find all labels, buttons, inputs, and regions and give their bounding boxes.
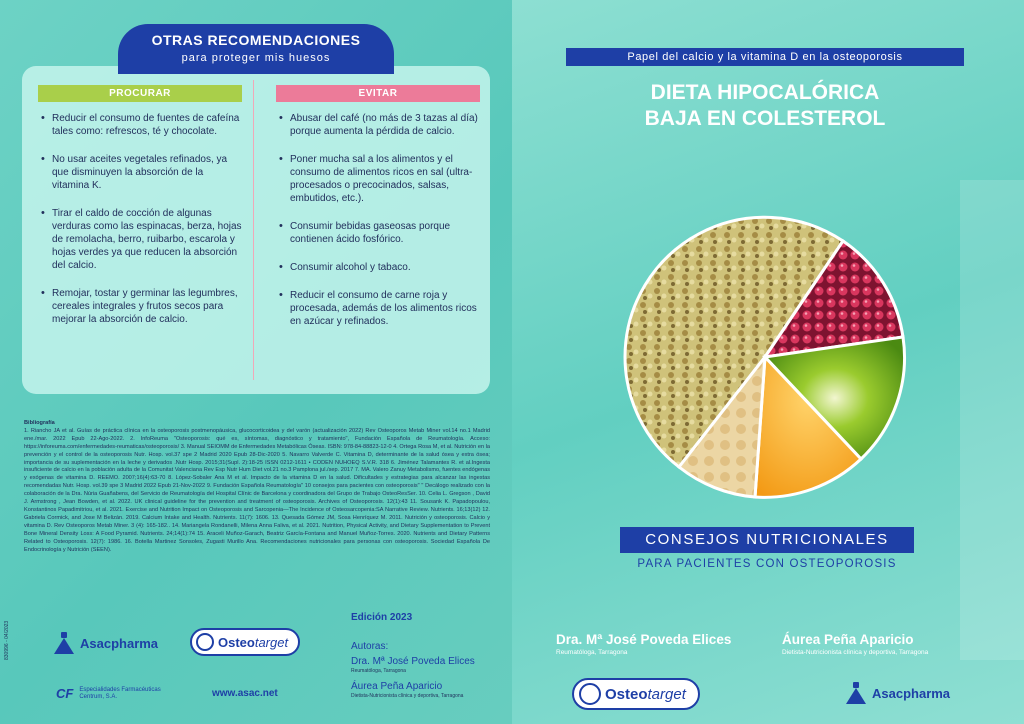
cover-author-1 <box>556 632 731 656</box>
asacpharma-icon <box>54 632 74 654</box>
list-item: • Reducir el consumo de fuentes de cafeína tales como: refrescos, té y chocolate. <box>38 112 242 138</box>
osteotarget-logo <box>190 628 300 656</box>
edition-label: Edición 2023 <box>351 612 413 623</box>
osteotarget-wordmark-a: Osteo <box>218 634 255 650</box>
asacpharma-logo <box>54 632 158 654</box>
centrum-logo <box>56 686 161 701</box>
bibliography-title: Bibliografía <box>24 420 55 426</box>
author-2 <box>351 681 463 699</box>
decorative-strip <box>960 180 1024 660</box>
centrum-icon: CF <box>56 686 74 701</box>
author-name: Áurea Peña Aparicio <box>782 632 914 647</box>
authors-label: Autoras: <box>351 641 389 652</box>
asacpharma-wordmark: Asacpharma <box>80 635 159 651</box>
procurar-heading: PROCURAR <box>38 85 242 102</box>
centrum-text-line1: Especialidades Farmacéuticas <box>79 686 161 693</box>
cover-title-line2: BAJA EN COLESTEROL <box>644 107 886 130</box>
website-link[interactable]: www.asac.net <box>212 688 278 699</box>
list-item: • Poner mucha sal a los alimentos y el consumo de alimentos ricos en sal (ultra-procesados o precocinados, salsas, embutidos, etc.). <box>276 153 480 205</box>
list-item: • Tirar el caldo de cocción de algunas verduras como las espinacas, berza, hojas de remolacha, berro, ruibarbo, escarola y hojas verdes ya que reducen la absorción del calcio. <box>38 207 242 272</box>
author-name: Dra. Mª José Poveda Elices <box>351 656 475 667</box>
author-role: Dietista-Nutricionista clínica y deportiva, Tarragona <box>782 649 929 656</box>
recommendations-title: OTRAS RECOMENDACIONES <box>151 32 361 48</box>
author-role: Reumatóloga, Tarragona <box>351 668 406 674</box>
cover-subtitle: Papel del calcio y la vitamina D en la osteoporosis <box>566 48 964 66</box>
food-pie-image <box>622 214 908 500</box>
column-divider <box>253 80 254 380</box>
evitar-list <box>276 112 480 328</box>
asacpharma-logo <box>846 682 950 704</box>
procurar-list <box>38 112 242 326</box>
recommendations-header <box>118 24 394 74</box>
list-item: • Remojar, tostar y germinar las legumbres, cereales integrales y frutos secos para mejorar la absorción de calcio. <box>38 287 242 326</box>
osteotarget-logo <box>572 678 700 710</box>
asacpharma-icon <box>846 682 866 704</box>
author-role: Reumatóloga, Tarragona <box>556 649 628 656</box>
osteotarget-wordmark-a: Osteo <box>605 685 648 703</box>
cover-title <box>566 80 964 132</box>
pacientes-subtitle: PARA PACIENTES CON OSTEOPOROSIS <box>637 558 897 570</box>
list-item: • No usar aceites vegetales refinados, ya que disminuyen la absorción de la vitamina K. <box>38 153 242 192</box>
author-name: Áurea Peña Aparicio <box>351 681 443 692</box>
osteotarget-wordmark-b: target <box>254 634 289 650</box>
osteotarget-icon <box>196 633 214 651</box>
list-item: • Reducir el consumo de carne roja y procesada, además de los alimentos ricos en azúcar y refinados. <box>276 289 480 328</box>
recommendations-subtitle: para proteger mis huesos <box>181 52 331 64</box>
asacpharma-wordmark: Asacpharma <box>872 685 951 701</box>
cover-title-line1: DIETA HIPOCALÓRICA <box>650 81 880 104</box>
bibliography-text: 1. Riancho JA et al. Guías de práctica clínica en la osteoporosis postmenopáusica, glucocorticoidea y del varón (actualización 2022) Rev Osteoporos Metab Miner vol.14 no.1 Madrid ene./mar. 2022 Epub 22-Ago-2022. 2. InfoReuma "Osteoporosis: qué es, síntomas, diagnóstico y tratamiento", Fundación Española de Reumatología. Acceso: https://inforeuma.com/enfermedades-reumaticas/osteoporosis/ 3. Manual SEIOMM de Enfermedades Metabólicas Óseas. ISBN: 978-84-88823-12-0 4. Ortega Rosa M, et al. Nutrición en la prevención y el control de la osteoporosis Nutr. Hosp. vol.37 spe 2 Madrid 2020 Epub 28-Dic-2020 5. Navarro Valverde C. Vitamina D, determinante de la salud ósea y extra ósea; importancia de su suplementación en la leche y derivados .Nutr Hosp. 2015;31(Supl. 2):18-25 ISSN 0212-1611 • CODEN NUHOEQ S.V.R. 318 6. Jiménez Talamantes R. et al.Ingesta insuficiente de calcio en la población adulta de la Comunitat Valenciana Rev Esp Nutr Hum Diet vol.21 no.3 Pamplona jul./sep. 2017 7. MA. Valero Zanuy Metabolismo, fuentes endógenas y exógenas de vitamina D. REEMO. 2007;16(4):63-70 8. López-Sobaler Ana M et al. Impacto de la vitamina D en la salud. Dificultades y estrategias para alcanzar las ingestas recomendadas Nutr. Hosp. vol.39 spe 3 Madrid 2022 Epub 21-Nov-2022 9. Fundación Española Reumatología" 10 consejos para pacientes con osteoporosis" " Decálogo realizado con la colaboración de la Dra. Núria Guañabens, del Servicio de Reumatología del Hospital Clínic de Barcelona y coordinadora del Grupo de Trabajo OsteoResSer. 10. Celia L. Gregson , David J. Armstrong , Jean Bowden, et al. 2022. UK clinical guideline for the prevention and treatment of osteoporosis. Archives of Osteoporosis. 12(1):43 11. Sousank K. Papadopoulou, Konstantinos Papadimitriou, et al. 2021. Exercise and Nutrition Impact on Osteoporosis and Sarcopenia—The Incidence of Osteosarcopenia:SA Narrative Review. Nutrients. 16;13(12) 12. Gabriela Cormick, and Jose M Belizán. 2019. Calcium Intake and Health. Nutrients. 11(7): 1606. 13. Quesada Gómez JM, Sosa Henríquez M. 2011. Nutrición y osteoporosis. Calcio y vitamina D. Rev Osteoporos Metab Miner. 3 (4): 165-182.. 14. Mariangela Rondanelli, Milena Anna Faliva, et al. 2021. Nutrition, Physical Activity, and Dietary Supplementation to Prevent Bone Mineral Density Loss: A Food Pyramid. Nutrients. 24;14(1):74 15. Araceli Muñoz-Garach, Beatriz García-Fontana and Manuel Muñoz-Torres. 2020. Nutrients and Dietary Patterns Related to Osteoporosis. 12(7): 1986. 16. Botella Martinez Sonsoles, Zugasti Murillo Ana. Recomendaciones nutricionales para personas con osteoporosis. Sociedad Española De Endocrinología y Nutrición (SEEN). <box>24 427 490 553</box>
evitar-heading: EVITAR <box>276 85 480 102</box>
centrum-text <box>79 687 160 701</box>
evitar-column <box>276 85 480 343</box>
procurar-column <box>38 85 242 341</box>
author-name: Dra. Mª José Poveda Elices <box>556 632 732 647</box>
list-item: • Consumir bebidas gaseosas porque contienen ácido fosfórico. <box>276 220 480 246</box>
centrum-text-line2: Centrum, S.A. <box>79 693 118 700</box>
author-role: Dietista-Nutricionista clínica y deportiva, Tarragona <box>351 693 464 699</box>
osteotarget-wordmark-b: target <box>647 685 686 703</box>
cover-author-2 <box>782 632 928 656</box>
osteotarget-icon <box>579 683 601 705</box>
author-1 <box>351 656 475 674</box>
list-item: • Abusar del café (no más de 3 tazas al día) porque aumenta la pérdida de calcio. <box>276 112 480 138</box>
list-item: • Consumir alcohol y tabaco. <box>276 261 480 274</box>
consejos-banner: CONSEJOS NUTRICIONALES <box>620 527 914 553</box>
bibliography <box>24 420 490 554</box>
document-code: 830996 - 04/2023 <box>4 620 10 660</box>
